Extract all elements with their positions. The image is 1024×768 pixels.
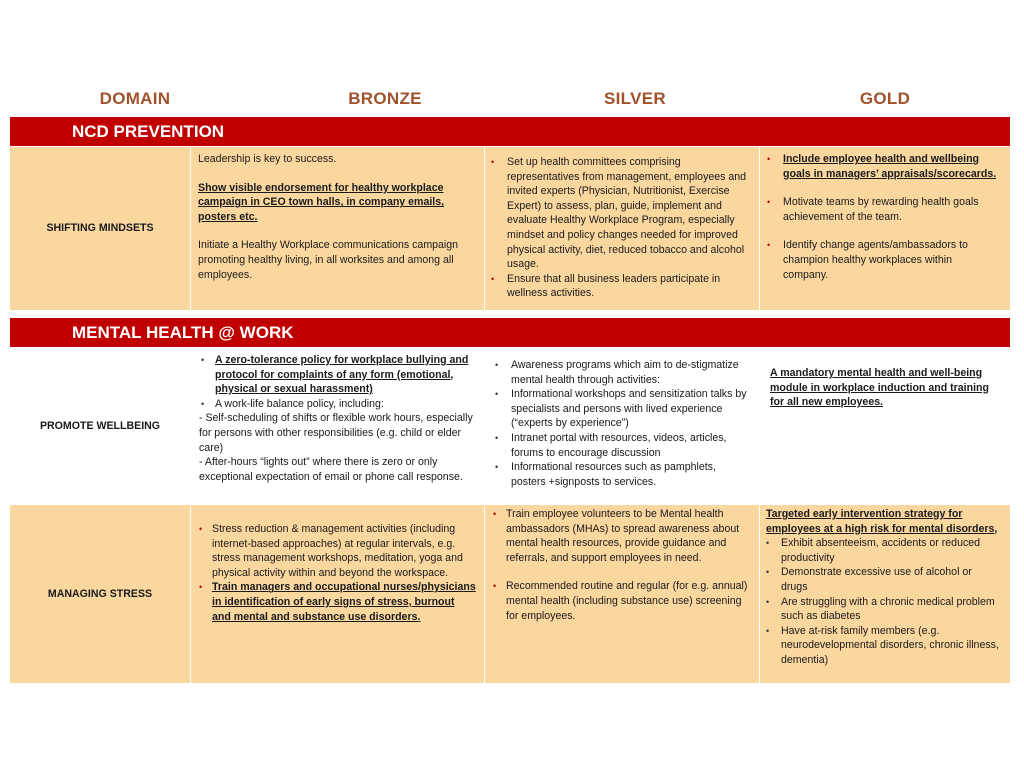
gold-heading: Targeted early intervention strategy for employees at a high risk for mental disorders, (766, 508, 998, 535)
silver-cell-promote-wellbeing (485, 348, 759, 504)
bronze-cell-managing-stress (191, 505, 484, 683)
list-item (767, 152, 1000, 181)
domain-label: MANAGING STRESS (47, 587, 153, 600)
bronze-text: Leadership is key to success. (198, 153, 337, 165)
item-text: Train employee volunteers to be Mental health ambassadors (MHAs) to spread awareness about mental health resources, provide guidance and referrals, and support employees in need. (506, 508, 740, 564)
list-item (766, 536, 1000, 565)
bullet-icon: • (766, 538, 770, 549)
gold-cell-shifting-mindsets (760, 147, 1010, 310)
item-text: Ensure that all business leaders participate in wellness activities. (507, 272, 721, 300)
item-text: Exhibit absenteeism, accidents or reduced productivity (781, 537, 981, 564)
item-text: Informational workshops and sensitization talks by specialists and persons with lived experience (“experts by experience”) (511, 388, 747, 430)
bullet-icon: • (201, 398, 205, 409)
section-band-ncd-prevention: NCD PREVENTION (10, 117, 1010, 146)
item-text: Train managers and occupational nurses/physicians in identification of early signs of stress, burnout and mental and substance use disorders. (212, 581, 476, 623)
list-item (199, 580, 476, 624)
list-item (767, 238, 1000, 282)
item-text: Intranet portal with resources, videos, articles, forums to encourage discussion (511, 431, 727, 459)
bullet-icon: • (491, 157, 495, 167)
header-gold: GOLD (859, 89, 911, 108)
sub-item-text: - After-hours “lights out” where there is zero or only exceptional expectation of email or phone call response. (199, 456, 463, 483)
domain-cell-promote-wellbeing (10, 348, 190, 504)
gold-cell-managing-stress (760, 505, 1010, 683)
bronze-cell-shifting-mindsets (191, 147, 484, 310)
list-item (495, 431, 751, 460)
header-domain: DOMAIN (99, 89, 171, 108)
header-silver: SILVER (604, 89, 666, 108)
header-bronze: BRONZE (348, 89, 422, 108)
item-text: Demonstrate excessive use of alcohol or drugs (781, 566, 972, 593)
list-item (766, 595, 1000, 624)
item-text: Include employee health and wellbeing goals in managers’ appraisals/scorecards. (783, 153, 997, 180)
item-text: Informational resources such as pamphlets, posters +signposts to services. (511, 461, 716, 488)
bullet-icon: • (495, 389, 499, 400)
list-item (495, 387, 751, 431)
item-text: Awareness programs which aim to de-stigmatize mental health through activities: (511, 359, 739, 386)
section-band-mental-health: MENTAL HEALTH @ WORK (10, 318, 1010, 347)
list-item (491, 155, 749, 272)
item-text: Have at-risk family members (e.g. neurodevelopmental disorders, chronic illness, dementia) (781, 624, 999, 666)
domain-cell-managing-stress (10, 505, 190, 683)
domain-cell-shifting-mindsets (10, 147, 190, 310)
list-item (766, 565, 1000, 594)
list-item (491, 272, 749, 301)
bullet-icon: • (495, 462, 499, 473)
list-item (199, 522, 476, 580)
bullet-icon: • (493, 581, 497, 592)
bronze-text: Show visible endorsement for healthy workplace campaign in CEO town halls, in company emails, posters etc. (198, 181, 445, 223)
silver-cell-shifting-mindsets (485, 147, 759, 310)
gold-cell-promote-wellbeing (760, 348, 1010, 504)
bullet-icon: • (199, 582, 203, 593)
item-text: Identify change agents/ambassadors to champion healthy workplaces within company. (783, 239, 968, 281)
bullet-icon: • (495, 360, 499, 370)
bullet-icon: • (495, 432, 499, 443)
bullet-icon: • (493, 509, 497, 519)
bullet-icon: • (766, 625, 770, 636)
bullet-icon: • (766, 567, 770, 578)
item-text: A zero-tolerance policy for workplace bullying and protocol for complaints of any form (emotional, physical or sexual harassment) (215, 354, 469, 396)
domain-label: PROMOTE WELLBEING (39, 419, 161, 432)
sub-item-text: - Self-scheduling of shifts or flexible work hours, especially for persons with other responsibilities (e.g. child or elder care) (199, 412, 473, 454)
list-item (495, 358, 751, 387)
item-text: A work-life balance policy, including: (215, 397, 384, 410)
bullet-icon: • (201, 355, 205, 365)
list-item (493, 507, 751, 565)
bullet-icon: • (199, 524, 203, 534)
list-item (767, 195, 1000, 224)
bronze-cell-promote-wellbeing (191, 348, 484, 504)
bullet-icon: • (766, 596, 770, 607)
bullet-icon: • (767, 197, 771, 208)
item-text: Stress reduction & management activities (including internet-based approaches) at regular intervals, e.g. stress management workshops, meditation, yoga and physical activity within and beyond the workspace. (212, 523, 463, 579)
list-item (201, 353, 476, 397)
bullet-icon: • (767, 240, 771, 251)
list-item (766, 624, 1000, 668)
list-item (493, 579, 751, 623)
bronze-text: Initiate a Healthy Workplace communications campaign promoting healthy living, in all worksites and among all employees. (198, 239, 459, 281)
item-text: Recommended routine and regular (for e.g. annual) mental health (including substance use) screening for employees. (506, 580, 748, 622)
silver-cell-managing-stress (485, 505, 759, 683)
bullet-icon: • (491, 273, 495, 284)
item-text: Set up health committees comprising representatives from management, employees and invited experts (Physician, Nutritionist, Exercise Expert) to assess, plan, guide, implement and evaluate Healthy Workplace Program, especially mindset and policy changes needed for improved physical activity, diet, reduced tobacco and alcohol usage. (507, 156, 747, 271)
list-item (201, 397, 476, 412)
domain-label: SHIFTING MINDSETS (46, 222, 154, 234)
bullet-icon: • (767, 154, 771, 164)
item-text: Motivate teams by rewarding health goals achievement of the team. (783, 196, 979, 223)
gold-text: A mandatory mental health and well-being module in workplace induction and training for all new employees. (770, 367, 989, 409)
item-text: Are struggling with a chronic medical problem such as diabetes (781, 595, 995, 623)
list-item (495, 460, 751, 489)
